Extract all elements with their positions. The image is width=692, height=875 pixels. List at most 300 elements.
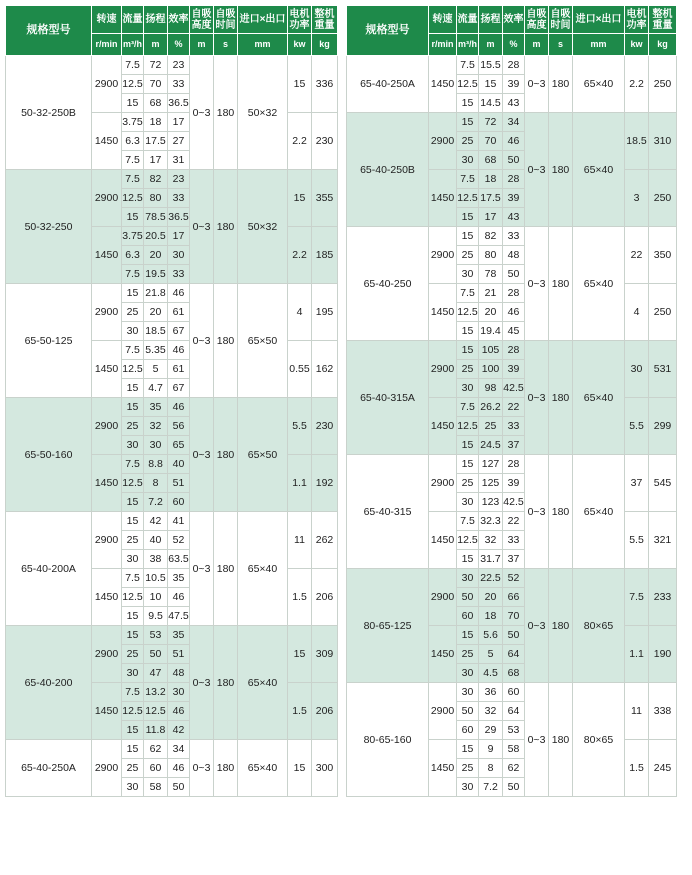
- inlet-outlet-cell: 65×40: [573, 341, 625, 455]
- speed-cell: 2900: [429, 341, 457, 398]
- speed-cell: 1450: [92, 227, 122, 284]
- weight-cell: 309: [312, 626, 338, 683]
- model-cell: 50-32-250: [6, 170, 92, 284]
- efficiency-cell: 28: [503, 455, 525, 474]
- table-header: [347, 6, 677, 56]
- suction-height-cell: 0~3: [525, 341, 549, 455]
- flow-cell: 6.3: [122, 246, 144, 265]
- motor-power-cell: 5.5: [625, 512, 649, 569]
- efficiency-cell: 48: [168, 664, 190, 683]
- efficiency-cell: 46: [503, 132, 525, 151]
- header-efficiency: 效率: [503, 6, 525, 34]
- self-priming-time-cell: 180: [549, 341, 573, 455]
- speed-cell: 2900: [92, 512, 122, 569]
- weight-cell: 233: [649, 569, 677, 626]
- flow-cell: 15: [457, 94, 479, 113]
- model-cell: 65-40-200A: [6, 512, 92, 626]
- flow-cell: 50: [457, 588, 479, 607]
- header-head: 扬程: [144, 6, 168, 34]
- flow-cell: 25: [457, 759, 479, 778]
- unit-efficiency: %: [503, 34, 525, 56]
- flow-cell: 25: [122, 759, 144, 778]
- speed-cell: 2900: [92, 626, 122, 683]
- model-cell: 65-40-250A: [347, 56, 429, 113]
- unit-inlet-outlet: mm: [573, 34, 625, 56]
- efficiency-cell: 68: [503, 664, 525, 683]
- header-weight: 整机重量: [312, 6, 338, 34]
- head-cell: 17.5: [144, 132, 168, 151]
- efficiency-cell: 22: [503, 512, 525, 531]
- flow-cell: 7.5: [457, 512, 479, 531]
- flow-cell: 15: [122, 721, 144, 740]
- head-cell: 20: [144, 303, 168, 322]
- weight-cell: 350: [649, 227, 677, 284]
- weight-cell: 230: [312, 113, 338, 170]
- motor-power-cell: 15: [288, 170, 312, 227]
- head-cell: 9: [479, 740, 503, 759]
- self-priming-time-cell: 180: [214, 626, 238, 740]
- head-cell: 80: [144, 189, 168, 208]
- efficiency-cell: 33: [168, 75, 190, 94]
- head-cell: 35: [144, 398, 168, 417]
- flow-cell: 30: [457, 493, 479, 512]
- unit-speed: r/min: [429, 34, 457, 56]
- header-motor-power: 电机功率: [625, 6, 649, 34]
- head-cell: 24.5: [479, 436, 503, 455]
- inlet-outlet-cell: 65×40: [573, 455, 625, 569]
- flow-cell: 12.5: [122, 189, 144, 208]
- flow-cell: 50: [457, 702, 479, 721]
- weight-cell: 185: [312, 227, 338, 284]
- head-cell: 70: [144, 75, 168, 94]
- model-block: [6, 740, 338, 797]
- flow-cell: 25: [457, 360, 479, 379]
- efficiency-cell: 36.5: [168, 94, 190, 113]
- speed-cell: 2900: [92, 398, 122, 455]
- efficiency-cell: 46: [168, 284, 190, 303]
- flow-cell: 12.5: [457, 303, 479, 322]
- weight-cell: 195: [312, 284, 338, 341]
- unit-head: m: [144, 34, 168, 56]
- efficiency-cell: 31: [168, 151, 190, 170]
- header-inlet-outlet: 进口×出口: [573, 6, 625, 34]
- flow-cell: 25: [457, 132, 479, 151]
- unit-weight: kg: [312, 34, 338, 56]
- head-cell: 7.2: [479, 778, 503, 797]
- speed-cell: 1450: [429, 626, 457, 683]
- head-cell: 78: [479, 265, 503, 284]
- head-cell: 25: [479, 417, 503, 436]
- head-cell: 8.8: [144, 455, 168, 474]
- speed-cell: 1450: [429, 56, 457, 113]
- flow-cell: 30: [122, 550, 144, 569]
- head-cell: 19.5: [144, 265, 168, 284]
- speed-cell: 1450: [92, 455, 122, 512]
- unit-inlet-outlet: mm: [238, 34, 288, 56]
- flow-cell: 30: [122, 778, 144, 797]
- motor-power-cell: 1.5: [288, 569, 312, 626]
- self-priming-time-cell: 180: [214, 740, 238, 797]
- efficiency-cell: 41: [168, 512, 190, 531]
- flow-cell: 25: [457, 645, 479, 664]
- efficiency-cell: 28: [503, 170, 525, 189]
- header-suction-height: 自吸高度: [190, 6, 214, 34]
- suction-height-cell: 0~3: [525, 683, 549, 797]
- flow-cell: 7.5: [122, 265, 144, 284]
- table-row: [347, 227, 677, 246]
- weight-cell: 206: [312, 569, 338, 626]
- head-cell: 17: [479, 208, 503, 227]
- flow-cell: 30: [457, 569, 479, 588]
- speed-cell: 2900: [92, 284, 122, 341]
- weight-cell: 338: [649, 683, 677, 740]
- flow-cell: 3.75: [122, 227, 144, 246]
- flow-cell: 15: [457, 227, 479, 246]
- self-priming-time-cell: 180: [549, 569, 573, 683]
- model-cell: 65-40-315A: [347, 341, 429, 455]
- head-cell: 72: [144, 56, 168, 75]
- model-cell: 65-40-250: [347, 227, 429, 341]
- suction-height-cell: 0~3: [190, 56, 214, 170]
- table-row: [6, 626, 338, 645]
- flow-cell: 15: [457, 436, 479, 455]
- unit-speed: r/min: [92, 34, 122, 56]
- efficiency-cell: 43: [503, 94, 525, 113]
- suction-height-cell: 0~3: [190, 284, 214, 398]
- efficiency-cell: 46: [168, 759, 190, 778]
- motor-power-cell: 1.1: [288, 455, 312, 512]
- efficiency-cell: 61: [168, 360, 190, 379]
- speed-cell: 1450: [92, 113, 122, 170]
- efficiency-cell: 33: [503, 531, 525, 550]
- head-cell: 26.2: [479, 398, 503, 417]
- flow-cell: 7.5: [122, 569, 144, 588]
- table-row: [347, 455, 677, 474]
- self-priming-time-cell: 180: [214, 170, 238, 284]
- inlet-outlet-cell: 65×50: [238, 398, 288, 512]
- header-head: 扬程: [479, 6, 503, 34]
- unit-flow: m³/h: [457, 34, 479, 56]
- motor-power-cell: 3: [625, 170, 649, 227]
- efficiency-cell: 17: [168, 113, 190, 132]
- model-cell: 80-65-125: [347, 569, 429, 683]
- table-row: [6, 512, 338, 531]
- flow-cell: 60: [457, 721, 479, 740]
- suction-height-cell: 0~3: [190, 512, 214, 626]
- motor-power-cell: 7.5: [625, 569, 649, 626]
- efficiency-cell: 33: [168, 189, 190, 208]
- suction-height-cell: 0~3: [525, 56, 549, 113]
- head-cell: 10.5: [144, 569, 168, 588]
- motor-power-cell: 11: [625, 683, 649, 740]
- head-cell: 47: [144, 664, 168, 683]
- head-cell: 21: [479, 284, 503, 303]
- motor-power-cell: 1.5: [288, 683, 312, 740]
- unit-self-priming-time: s: [549, 34, 573, 56]
- efficiency-cell: 39: [503, 474, 525, 493]
- efficiency-cell: 39: [503, 75, 525, 94]
- model-cell: 65-40-250A: [6, 740, 92, 797]
- efficiency-cell: 46: [503, 303, 525, 322]
- head-cell: 9.5: [144, 607, 168, 626]
- head-cell: 15: [479, 75, 503, 94]
- speed-cell: 1450: [92, 569, 122, 626]
- flow-cell: 15: [122, 94, 144, 113]
- suction-height-cell: 0~3: [190, 626, 214, 740]
- weight-cell: 190: [649, 626, 677, 683]
- flow-cell: 25: [122, 645, 144, 664]
- head-cell: 8: [144, 474, 168, 493]
- flow-cell: 25: [457, 474, 479, 493]
- flow-cell: 12.5: [122, 75, 144, 94]
- self-priming-time-cell: 180: [214, 512, 238, 626]
- model-cell: 80-65-160: [347, 683, 429, 797]
- head-cell: 58: [144, 778, 168, 797]
- head-cell: 60: [144, 759, 168, 778]
- head-cell: 36: [479, 683, 503, 702]
- efficiency-cell: 33: [503, 227, 525, 246]
- head-cell: 20.5: [144, 227, 168, 246]
- self-priming-time-cell: 180: [214, 398, 238, 512]
- head-cell: 31.7: [479, 550, 503, 569]
- table-row: [347, 56, 677, 75]
- efficiency-cell: 47.5: [168, 607, 190, 626]
- motor-power-cell: 30: [625, 341, 649, 398]
- flow-cell: 7.5: [122, 151, 144, 170]
- flow-cell: 15: [122, 379, 144, 398]
- header-efficiency: 效率: [168, 6, 190, 34]
- efficiency-cell: 28: [503, 56, 525, 75]
- head-cell: 127: [479, 455, 503, 474]
- flow-cell: 25: [122, 531, 144, 550]
- weight-cell: 192: [312, 455, 338, 512]
- efficiency-cell: 67: [168, 379, 190, 398]
- speed-cell: 1450: [92, 341, 122, 398]
- head-cell: 20: [479, 588, 503, 607]
- head-cell: 4.5: [479, 664, 503, 683]
- efficiency-cell: 50: [503, 151, 525, 170]
- flow-cell: 12.5: [457, 75, 479, 94]
- head-cell: 14.5: [479, 94, 503, 113]
- efficiency-cell: 33: [503, 417, 525, 436]
- efficiency-cell: 62: [503, 759, 525, 778]
- inlet-outlet-cell: 80×65: [573, 683, 625, 797]
- efficiency-cell: 30: [168, 246, 190, 265]
- head-cell: 98: [479, 379, 503, 398]
- head-cell: 17: [144, 151, 168, 170]
- weight-cell: 245: [649, 740, 677, 797]
- flow-cell: 12.5: [457, 189, 479, 208]
- motor-power-cell: 5.5: [625, 398, 649, 455]
- model-block: [6, 398, 338, 512]
- motor-power-cell: 0.55: [288, 341, 312, 398]
- table-row: [6, 284, 338, 303]
- flow-cell: 25: [457, 246, 479, 265]
- flow-cell: 25: [122, 303, 144, 322]
- flow-cell: 15: [122, 284, 144, 303]
- efficiency-cell: 35: [168, 626, 190, 645]
- efficiency-cell: 50: [503, 778, 525, 797]
- speed-cell: 1450: [429, 740, 457, 797]
- flow-cell: 15: [457, 208, 479, 227]
- efficiency-cell: 48: [503, 246, 525, 265]
- flow-cell: 12.5: [457, 417, 479, 436]
- head-cell: 72: [479, 113, 503, 132]
- efficiency-cell: 28: [503, 341, 525, 360]
- speed-cell: 1450: [429, 398, 457, 455]
- motor-power-cell: 11: [288, 512, 312, 569]
- efficiency-cell: 27: [168, 132, 190, 151]
- weight-cell: 230: [312, 398, 338, 455]
- head-cell: 21.8: [144, 284, 168, 303]
- flow-cell: 7.5: [457, 284, 479, 303]
- motor-power-cell: 1.1: [625, 626, 649, 683]
- efficiency-cell: 46: [168, 588, 190, 607]
- model-block: [347, 227, 677, 341]
- weight-cell: 162: [312, 341, 338, 398]
- pump-spec-table-right: [346, 5, 677, 797]
- head-cell: 29: [479, 721, 503, 740]
- head-cell: 18: [479, 607, 503, 626]
- flow-cell: 15: [122, 493, 144, 512]
- model-block: [347, 341, 677, 455]
- head-cell: 53: [144, 626, 168, 645]
- speed-cell: 1450: [429, 170, 457, 227]
- efficiency-cell: 61: [168, 303, 190, 322]
- efficiency-cell: 39: [503, 360, 525, 379]
- unit-motor-power: kw: [625, 34, 649, 56]
- flow-cell: 15: [122, 512, 144, 531]
- head-cell: 80: [479, 246, 503, 265]
- flow-cell: 7.5: [457, 170, 479, 189]
- weight-cell: 336: [312, 56, 338, 113]
- efficiency-cell: 58: [503, 740, 525, 759]
- flow-cell: 30: [457, 379, 479, 398]
- header-motor-power: 电机功率: [288, 6, 312, 34]
- flow-cell: 30: [457, 151, 479, 170]
- efficiency-cell: 45: [503, 322, 525, 341]
- flow-cell: 15: [457, 322, 479, 341]
- motor-power-cell: 15: [288, 740, 312, 797]
- head-cell: 82: [144, 170, 168, 189]
- weight-cell: 250: [649, 170, 677, 227]
- unit-motor-power: kw: [288, 34, 312, 56]
- efficiency-cell: 51: [168, 645, 190, 664]
- suction-height-cell: 0~3: [525, 113, 549, 227]
- efficiency-cell: 63.5: [168, 550, 190, 569]
- efficiency-cell: 51: [168, 474, 190, 493]
- unit-self-priming-time: s: [214, 34, 238, 56]
- head-cell: 15.5: [479, 56, 503, 75]
- self-priming-time-cell: 180: [214, 284, 238, 398]
- table-row: [6, 56, 338, 75]
- unit-flow: m³/h: [122, 34, 144, 56]
- suction-height-cell: 0~3: [525, 227, 549, 341]
- efficiency-cell: 52: [168, 531, 190, 550]
- header-speed: 转速: [92, 6, 122, 34]
- head-cell: 125: [479, 474, 503, 493]
- table-row: [347, 683, 677, 702]
- self-priming-time-cell: 180: [549, 113, 573, 227]
- flow-cell: 15: [122, 626, 144, 645]
- head-cell: 8: [479, 759, 503, 778]
- head-cell: 7.2: [144, 493, 168, 512]
- flow-cell: 6.3: [122, 132, 144, 151]
- head-cell: 70: [479, 132, 503, 151]
- flow-cell: 15: [122, 208, 144, 227]
- flow-cell: 7.5: [122, 683, 144, 702]
- motor-power-cell: 37: [625, 455, 649, 512]
- suction-height-cell: 0~3: [525, 569, 549, 683]
- head-cell: 32: [479, 531, 503, 550]
- flow-cell: 15: [457, 740, 479, 759]
- efficiency-cell: 28: [503, 284, 525, 303]
- inlet-outlet-cell: 65×40: [238, 740, 288, 797]
- efficiency-cell: 23: [168, 170, 190, 189]
- efficiency-cell: 50: [168, 778, 190, 797]
- model-block: [6, 512, 338, 626]
- motor-power-cell: 15: [288, 626, 312, 683]
- efficiency-cell: 50: [503, 265, 525, 284]
- weight-cell: 321: [649, 512, 677, 569]
- efficiency-cell: 17: [168, 227, 190, 246]
- head-cell: 30: [144, 436, 168, 455]
- head-cell: 78.5: [144, 208, 168, 227]
- inlet-outlet-cell: 80×65: [573, 569, 625, 683]
- table-row: [6, 398, 338, 417]
- model-block: [347, 455, 677, 569]
- efficiency-cell: 65: [168, 436, 190, 455]
- flow-cell: 7.5: [457, 56, 479, 75]
- efficiency-cell: 70: [503, 607, 525, 626]
- efficiency-cell: 34: [168, 740, 190, 759]
- table-row: [6, 170, 338, 189]
- speed-cell: 2900: [429, 227, 457, 284]
- flow-cell: 12.5: [122, 360, 144, 379]
- efficiency-cell: 37: [503, 550, 525, 569]
- flow-cell: 15: [457, 626, 479, 645]
- head-cell: 42: [144, 512, 168, 531]
- efficiency-cell: 53: [503, 721, 525, 740]
- efficiency-cell: 34: [503, 113, 525, 132]
- model-cell: 65-50-125: [6, 284, 92, 398]
- unit-efficiency: %: [168, 34, 190, 56]
- header-model: 规格型号: [6, 6, 92, 56]
- motor-power-cell: 2.2: [288, 227, 312, 284]
- unit-suction-height: m: [190, 34, 214, 56]
- efficiency-cell: 35: [168, 569, 190, 588]
- efficiency-cell: 37: [503, 436, 525, 455]
- header-self-priming-time: 自吸时间: [214, 6, 238, 34]
- head-cell: 105: [479, 341, 503, 360]
- flow-cell: 7.5: [122, 56, 144, 75]
- flow-cell: 12.5: [122, 588, 144, 607]
- pump-spec-table-left: [5, 5, 338, 797]
- head-cell: 18: [479, 170, 503, 189]
- head-cell: 38: [144, 550, 168, 569]
- efficiency-cell: 30: [168, 683, 190, 702]
- motor-power-cell: 4: [625, 284, 649, 341]
- head-cell: 5: [479, 645, 503, 664]
- table-row: [347, 341, 677, 360]
- speed-cell: 2900: [92, 740, 122, 797]
- weight-cell: 250: [649, 56, 677, 113]
- flow-cell: 7.5: [122, 170, 144, 189]
- model-block: [347, 569, 677, 683]
- motor-power-cell: 5.5: [288, 398, 312, 455]
- table-row: [347, 113, 677, 132]
- model-cell: 65-50-160: [6, 398, 92, 512]
